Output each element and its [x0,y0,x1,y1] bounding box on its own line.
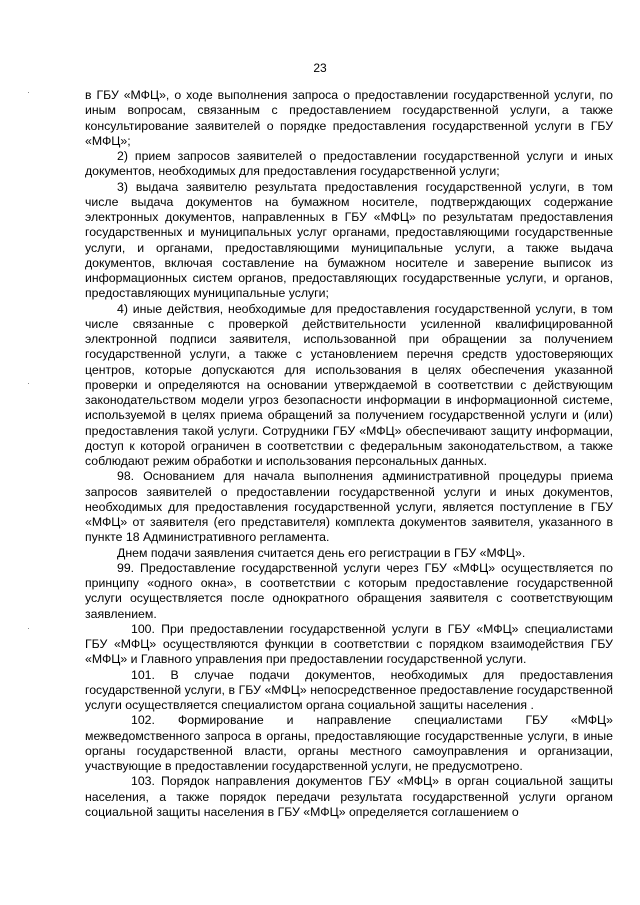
page-number: 23 [313,61,327,75]
paragraph-98: 98. Основанием для начала выполнения административной процедуры приема запросов заявителей о предоставлении государственной услуги и иных документов, необходимых для предоставления государственной услуги, является поступление в ГБУ «МФЦ» от заявителя (его представителя) комплекта документов заявителя, указанного в пункте 18 Административного регламента. [85,469,613,545]
paragraph-99: 99. Предоставление государственной услуги через ГБУ «МФЦ» осуществляется по принципу «одного окна», в соответствии с которым предоставление государственной услуги осуществляется после однократного обращения заявителя с соответствующим заявлением. [85,560,613,621]
scan-mark [28,628,29,629]
document-body [85,88,613,820]
paragraph-102: 102. Формирование и направление специалистами ГБУ «МФЦ» межведомственного запроса в органы, предоставляющие государственные услуги, в иные органы государственной власти, органы местного самоуправления и организации, участвующие в предоставлении государственной услуги, не предусмотрено. [85,713,613,773]
paragraph-submission-day: Днем подачи заявления считается день его регистрации в ГБУ «МФЦ». [117,545,526,560]
paragraph-continued: в ГБУ «МФЦ», о ходе выполнения запроса о предоставлении государственной услуги, по иным вопросам, связанным с предоставлением государственной услуги, а также консультирование заявителей о порядке предоставления государственной услуги в ГБУ «МФЦ»; [85,88,613,148]
scan-mark [28,92,29,93]
paragraph-101: 101. В случае подачи документов, необходимых для предоставления государственной услуги, в ГБУ «МФЦ» непосредственное предоставление государственной услуги осуществляется специалистом органа социальной защиты населения . [85,667,613,712]
scan-mark [28,383,29,384]
paragraph-103: 103. Порядок направления документов ГБУ «МФЦ» в орган социальной защиты населения, а также порядок передачи результата государственной услуги органом социальной защиты населения в ГБУ «МФЦ» определяется соглашением о [85,774,613,819]
paragraph-item-3: 3) выдача заявителю результата предоставления государственной услуги, в том числе выдача документов на бумажном носителе, подтверждающих содержание электронных документов, направленных в ГБУ «МФЦ» по результатам предоставления государственных и муниципальных услуг органами, предоставляющими государственные услуги, и органами, предоставляющими муниципальные услуги, а также выдача документов, включая составление на бумажном носителе и заверение выписок из информационных систем органов, предоставляющих государственные услуги, и органов, предоставляющих муниципальные услуги; [85,179,613,301]
paragraph-item-4: 4) иные действия, необходимые для предоставления государственной услуги, в том числе связанные с проверкой действительности усиленной квалифицированной электронной подписи заявителя, использованной при обращении за получением государственной услуги, а также с установлением перечня средств удостоверяющих центров, которые допускаются для использования в целях обеспечения указанной проверки и определяются на основании утверждаемой в соответствии с действующим законодательством модели угроз безопасности информации в информационной системе, используемой в целях приема обращений за получением государственной услуги и (или) предоставления такой услуги. Сотрудники ГБУ «МФЦ» обеспечивают защиту информации, доступ к которой ограничен в соответствии с федеральным законодательством, а также соблюдают режим обработки и использования персональных данных. [85,301,613,468]
paragraph-item-2: 2) прием запросов заявителей о предоставлении государственной услуги и иных документов, необходимых для предоставления государственной услуги; [85,149,613,179]
paragraph-100: 100. При предоставлении государственной услуги в ГБУ «МФЦ» специалистами ГБУ «МФЦ» осуществляются функции в соответствии с порядком взаимодействия ГБУ «МФЦ» и Главного управления при предоставлении государственной услуги. [85,621,613,667]
